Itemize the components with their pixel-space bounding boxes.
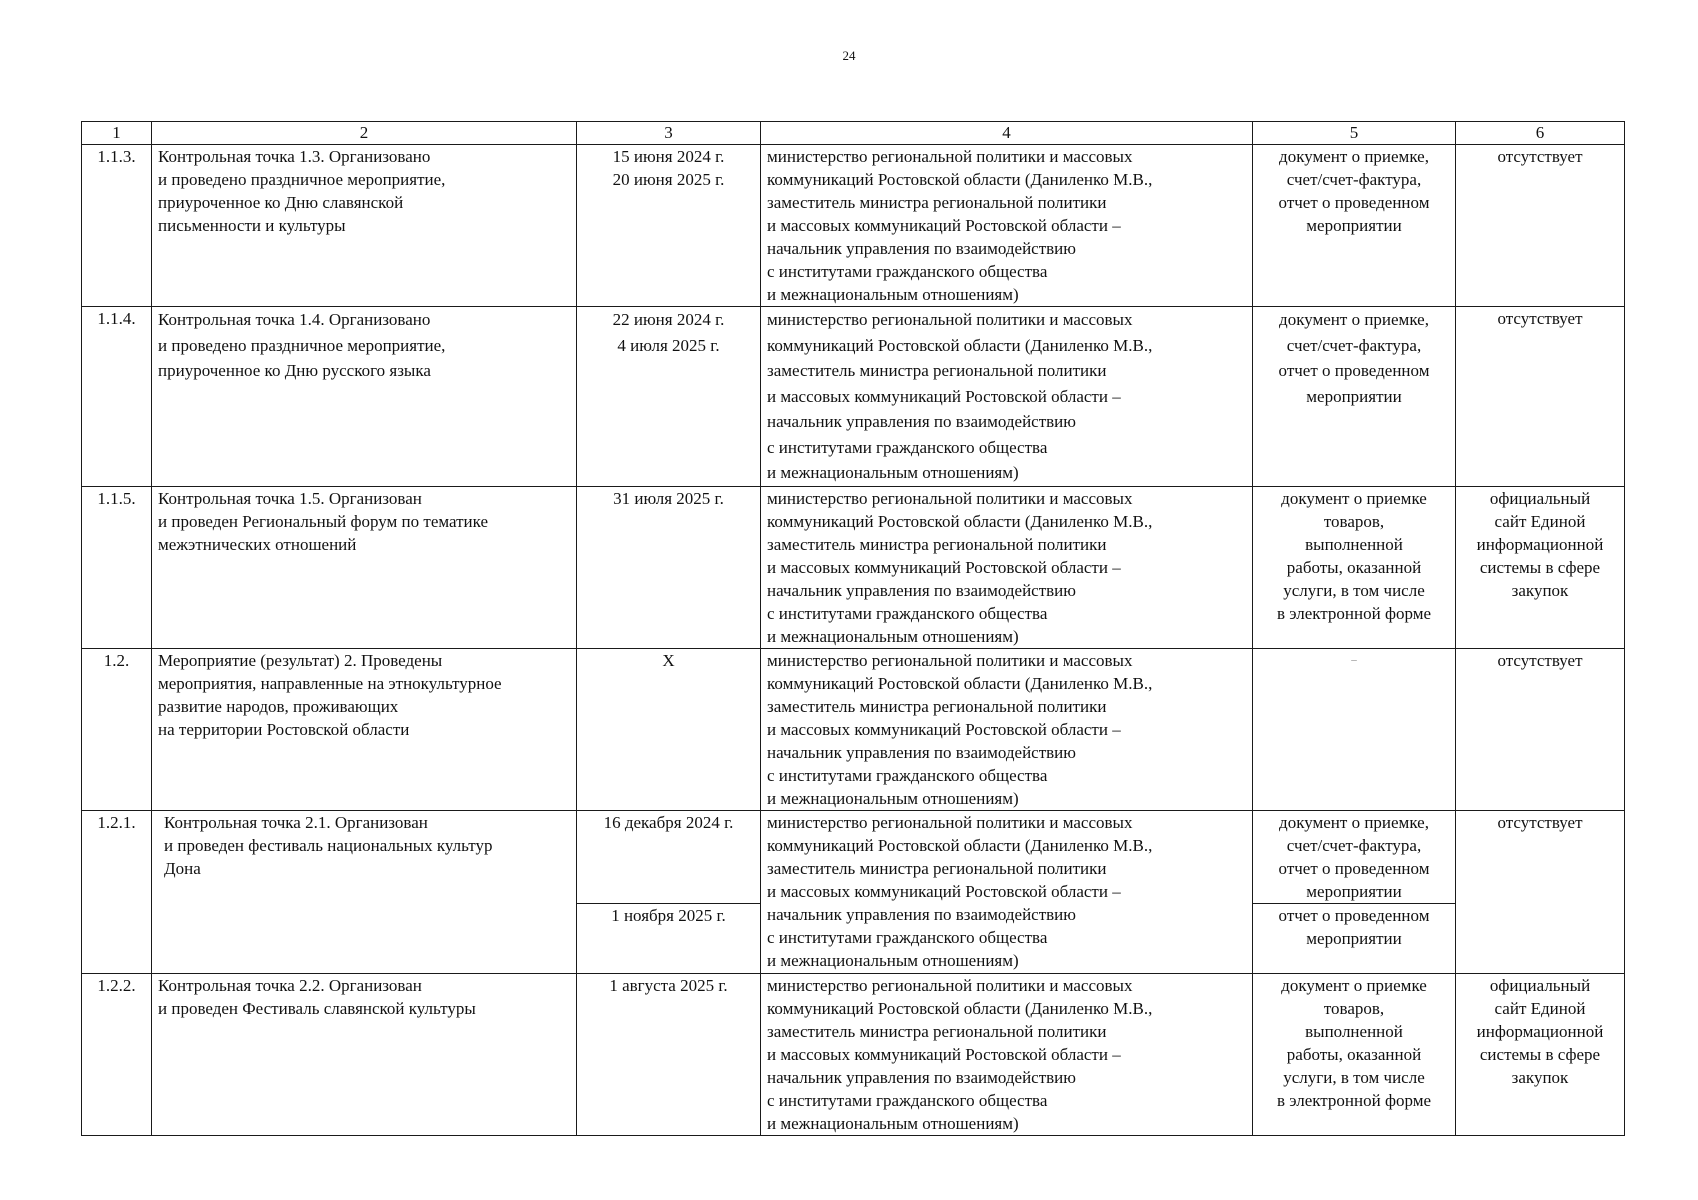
info-system-line: отсутствует bbox=[1497, 650, 1583, 670]
event-name-line: Контрольная точка 1.4. Организовано bbox=[158, 310, 431, 329]
confirming-document-cell bbox=[1253, 307, 1456, 487]
responsible-cell bbox=[761, 810, 1253, 973]
document-line: отчет о проведенном bbox=[1278, 193, 1430, 212]
responsible-line: министерство региональной политики и массовых bbox=[767, 650, 1133, 670]
document-line: отчет о проведенном bbox=[1278, 361, 1430, 380]
responsible-cell bbox=[761, 648, 1253, 810]
confirming-document-cell bbox=[1253, 145, 1456, 307]
info-system-cell bbox=[1456, 973, 1625, 1135]
deadline-date: 1 ноября 2025 г. bbox=[611, 905, 726, 925]
responsible-line: заместитель министра региональной политики bbox=[767, 858, 1107, 878]
info-system-line: отсутствует bbox=[1497, 812, 1583, 832]
info-system-line: системы в сфере bbox=[1479, 1044, 1601, 1064]
event-name-cell bbox=[152, 648, 577, 810]
header-cell-4: 4 bbox=[761, 122, 1253, 145]
document-line: счет/счет-фактура, bbox=[1286, 835, 1422, 855]
event-name-cell bbox=[152, 307, 577, 487]
responsible-cell bbox=[761, 307, 1253, 487]
info-system-cell bbox=[1456, 810, 1625, 973]
header-cell-6: 6 bbox=[1456, 122, 1625, 145]
document-line: работы, оказанной bbox=[1286, 557, 1422, 577]
document-line: – bbox=[1351, 653, 1357, 666]
document-line: в электронной форме bbox=[1276, 1090, 1432, 1110]
responsible-line: заместитель министра региональной политики bbox=[767, 193, 1107, 212]
header-cell-5: 5 bbox=[1253, 122, 1456, 145]
document-line: выполненной bbox=[1305, 534, 1403, 554]
responsible-line: заместитель министра региональной политики bbox=[767, 534, 1107, 554]
event-name-line: развитие народов, проживающих bbox=[158, 696, 399, 716]
info-system-cell bbox=[1456, 307, 1625, 487]
header-cell-2: 2 bbox=[152, 122, 577, 145]
document-line: в электронной форме bbox=[1276, 603, 1432, 623]
deadline-cell bbox=[577, 648, 761, 810]
responsible-line: с институтами гражданского общества bbox=[767, 927, 1048, 947]
event-name-line: и проведен Региональный форум по тематике bbox=[158, 511, 489, 531]
responsible-line: заместитель министра региональной политики bbox=[767, 1021, 1107, 1041]
deadline-date: 15 июня 2024 г. bbox=[612, 147, 725, 166]
document-line: документ о приемке, bbox=[1279, 812, 1429, 832]
event-name-line: и проведен фестиваль национальных культур bbox=[164, 835, 493, 855]
responsible-line: министерство региональной политики и массовых bbox=[767, 147, 1133, 166]
document-line: счет/счет-фактура, bbox=[1286, 335, 1422, 355]
responsible-line: министерство региональной политики и массовых bbox=[767, 310, 1133, 329]
deadline-date: 31 июля 2025 г. bbox=[613, 488, 724, 508]
event-name-cell bbox=[152, 145, 577, 307]
document-line: товаров, bbox=[1323, 998, 1385, 1018]
responsible-line: и массовых коммуникаций Ростовской области – bbox=[767, 557, 1121, 577]
responsible-line: начальник управления по взаимодействию bbox=[767, 580, 1076, 600]
responsible-line: коммуникаций Ростовской области (Даниленко М.В., bbox=[767, 335, 1153, 355]
responsible-line: с институтами гражданского общества bbox=[767, 1090, 1048, 1110]
document-line: счет/счет-фактура, bbox=[1286, 170, 1422, 189]
confirming-document-cell bbox=[1253, 810, 1456, 903]
document-line: документ о приемке bbox=[1281, 488, 1427, 508]
info-system-line: сайт Единой bbox=[1494, 998, 1586, 1018]
document-line: мероприятии bbox=[1306, 881, 1402, 901]
responsible-line: и массовых коммуникаций Ростовской области – bbox=[767, 386, 1121, 406]
responsible-line: и межнациональным отношениям) bbox=[767, 788, 1019, 808]
document-line: отчет о проведенном bbox=[1278, 858, 1430, 878]
responsible-line: и межнациональным отношениям) bbox=[767, 463, 1019, 482]
info-system-cell bbox=[1456, 145, 1625, 307]
document-line: документ о приемке, bbox=[1279, 310, 1429, 329]
responsible-line: коммуникаций Ростовской области (Даниленко М.В., bbox=[767, 511, 1153, 531]
deadline-cell bbox=[577, 810, 761, 903]
event-name-line: Дона bbox=[164, 858, 201, 878]
responsible-line: коммуникаций Ростовской области (Даниленко М.В., bbox=[767, 835, 1153, 855]
document-line: услуги, в том числе bbox=[1283, 1067, 1425, 1087]
info-system-line: официальный bbox=[1489, 975, 1591, 995]
deadline-date: 20 июня 2025 г. bbox=[612, 170, 725, 189]
confirming-document-cell bbox=[1253, 648, 1456, 810]
row-number: 1.2. bbox=[82, 648, 152, 810]
row-number: 1.2.2. bbox=[82, 973, 152, 1135]
responsible-line: и массовых коммуникаций Ростовской области – bbox=[767, 216, 1121, 235]
deadline-cell bbox=[577, 973, 761, 1135]
deadline-cell bbox=[577, 145, 761, 307]
document-line: мероприятии bbox=[1306, 216, 1402, 235]
responsible-line: начальник управления по взаимодействию bbox=[767, 904, 1076, 924]
responsible-line: начальник управления по взаимодействию bbox=[767, 412, 1076, 431]
row-number: 1.1.3. bbox=[82, 145, 152, 307]
info-system-cell bbox=[1456, 648, 1625, 810]
event-name-cell bbox=[152, 486, 577, 648]
confirming-document-cell bbox=[1253, 973, 1456, 1135]
info-system-line: официальный bbox=[1489, 488, 1591, 508]
document-line: выполненной bbox=[1305, 1021, 1403, 1041]
responsible-line: начальник управления по взаимодействию bbox=[767, 1067, 1076, 1087]
event-name-line: Контрольная точка 2.2. Организован bbox=[158, 975, 422, 995]
event-name-line: на территории Ростовской области bbox=[158, 719, 410, 739]
info-system-line: закупок bbox=[1511, 580, 1569, 600]
table-row bbox=[82, 810, 1625, 903]
event-name-line: Контрольная точка 1.3. Организовано bbox=[158, 147, 431, 166]
table-row bbox=[82, 973, 1625, 1135]
event-name-line: приуроченное ко Дню славянской bbox=[158, 193, 404, 212]
document-line: отчет о проведенном bbox=[1278, 905, 1430, 925]
responsible-line: с институтами гражданского общества bbox=[767, 765, 1048, 785]
header-cell-1: 1 bbox=[82, 122, 152, 145]
row-number: 1.2.1. bbox=[82, 810, 152, 973]
responsible-line: коммуникаций Ростовской области (Даниленко М.В., bbox=[767, 673, 1153, 693]
table-row bbox=[82, 486, 1625, 648]
responsible-line: и массовых коммуникаций Ростовской области – bbox=[767, 1044, 1121, 1064]
row-number: 1.1.4. bbox=[82, 307, 152, 487]
responsible-line: коммуникаций Ростовской области (Даниленко М.В., bbox=[767, 170, 1153, 189]
deadline-date: 1 августа 2025 г. bbox=[609, 975, 728, 995]
table-row bbox=[82, 648, 1625, 810]
responsible-cell bbox=[761, 973, 1253, 1135]
row-number: 1.1.5. bbox=[82, 486, 152, 648]
event-name-line: Мероприятие (результат) 2. Проведены bbox=[158, 650, 443, 670]
info-system-line: информационной bbox=[1476, 534, 1604, 554]
responsible-line: и межнациональным отношениям) bbox=[767, 950, 1019, 970]
event-name-line: приуроченное ко Дню русского языка bbox=[158, 361, 431, 380]
confirming-document-cell bbox=[1253, 903, 1456, 973]
deadline-cell bbox=[577, 486, 761, 648]
deadline-date: 16 декабря 2024 г. bbox=[603, 812, 734, 832]
document-line: товаров, bbox=[1323, 511, 1385, 531]
table-row bbox=[82, 145, 1625, 307]
info-system-line: закупок bbox=[1511, 1067, 1569, 1087]
responsible-line: и массовых коммуникаций Ростовской области – bbox=[767, 881, 1121, 901]
deadline-date: 4 июля 2025 г. bbox=[617, 335, 720, 355]
responsible-cell bbox=[761, 486, 1253, 648]
event-name-line: Контрольная точка 2.1. Организован bbox=[164, 812, 428, 832]
info-system-line: информационной bbox=[1476, 1021, 1604, 1041]
responsible-line: и массовых коммуникаций Ростовской области – bbox=[767, 719, 1121, 739]
responsible-line: начальник управления по взаимодействию bbox=[767, 742, 1076, 762]
event-name-cell bbox=[152, 810, 577, 973]
responsible-line: с институтами гражданского общества bbox=[767, 437, 1048, 457]
responsible-line: и межнациональным отношениям) bbox=[767, 285, 1019, 304]
event-name-cell bbox=[152, 973, 577, 1135]
event-name-line: межэтнических отношений bbox=[158, 534, 357, 554]
info-system-line: отсутствует bbox=[1497, 147, 1583, 166]
document-line: мероприятии bbox=[1306, 928, 1402, 948]
deadline-date: 22 июня 2024 г. bbox=[612, 310, 725, 329]
document-line: документ о приемке, bbox=[1279, 147, 1429, 166]
responsible-line: с институтами гражданского общества bbox=[767, 262, 1048, 281]
info-system-cell bbox=[1456, 486, 1625, 648]
document-line: услуги, в том числе bbox=[1283, 580, 1425, 600]
responsible-cell bbox=[761, 145, 1253, 307]
responsible-line: с институтами гражданского общества bbox=[767, 603, 1048, 623]
info-system-line: отсутствует bbox=[1497, 309, 1583, 328]
responsible-line: и межнациональным отношениям) bbox=[767, 626, 1019, 646]
document-line: мероприятии bbox=[1306, 386, 1402, 406]
event-name-line: и проведен Фестиваль славянской культуры bbox=[158, 998, 476, 1018]
responsible-line: министерство региональной политики и массовых bbox=[767, 975, 1133, 995]
event-name-line: мероприятия, направленные на этнокультурное bbox=[158, 673, 502, 693]
responsible-line: коммуникаций Ростовской области (Даниленко М.В., bbox=[767, 998, 1153, 1018]
table-row bbox=[82, 307, 1625, 487]
event-name-line: письменности и культуры bbox=[158, 216, 346, 235]
event-name-line: и проведено праздничное мероприятие, bbox=[158, 170, 446, 189]
responsible-line: начальник управления по взаимодействию bbox=[767, 239, 1076, 258]
responsible-line: министерство региональной политики и массовых bbox=[767, 812, 1133, 832]
responsible-line: и межнациональным отношениям) bbox=[767, 1113, 1019, 1133]
plan-table bbox=[81, 121, 1625, 1136]
responsible-line: министерство региональной политики и массовых bbox=[767, 488, 1133, 508]
event-name-line: и проведено праздничное мероприятие, bbox=[158, 335, 446, 355]
deadline-cell bbox=[577, 307, 761, 487]
document-line: работы, оказанной bbox=[1286, 1044, 1422, 1064]
deadline-date: Х bbox=[662, 650, 675, 670]
table-header-row bbox=[82, 122, 1625, 145]
header-cell-3: 3 bbox=[577, 122, 761, 145]
document-line: документ о приемке bbox=[1281, 975, 1427, 995]
responsible-line: заместитель министра региональной политики bbox=[767, 361, 1107, 380]
responsible-line: заместитель министра региональной политики bbox=[767, 696, 1107, 716]
deadline-cell bbox=[577, 903, 761, 973]
event-name-line: Контрольная точка 1.5. Организован bbox=[158, 488, 422, 508]
confirming-document-cell bbox=[1253, 486, 1456, 648]
page-number: 24 bbox=[842, 48, 856, 63]
info-system-line: системы в сфере bbox=[1479, 557, 1601, 577]
info-system-line: сайт Единой bbox=[1494, 511, 1586, 531]
